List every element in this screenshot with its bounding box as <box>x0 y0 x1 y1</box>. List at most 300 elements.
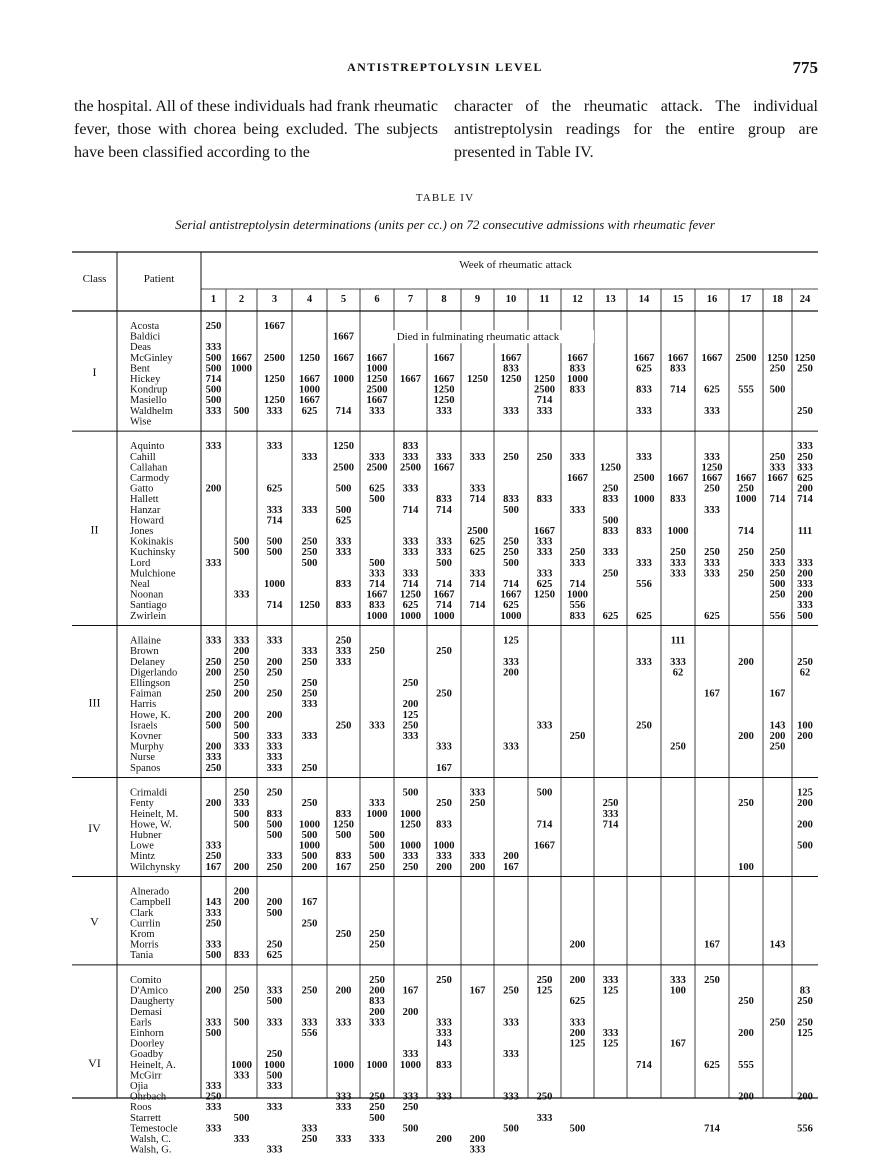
table-cell: 250 <box>402 861 419 873</box>
table-cell: 1250 <box>794 352 816 364</box>
table-cell: 333 <box>503 1049 519 1061</box>
table-cell: 250 <box>301 688 318 700</box>
table-cell: 1250 <box>400 819 421 831</box>
table-cell: 250 <box>233 678 250 689</box>
table-cell: 1000 <box>667 526 689 537</box>
table-cell: 2500 <box>467 526 488 537</box>
class-header: Class <box>82 273 107 285</box>
table-cell: 250 <box>636 720 652 732</box>
table-cell: 250 <box>769 1017 786 1029</box>
table-cell: 1667 <box>701 473 723 484</box>
week-number: 5 <box>340 294 347 305</box>
table-cell: 333 <box>266 1144 283 1156</box>
patient-name: Morris <box>130 939 159 951</box>
table-cell: 500 <box>266 996 283 1008</box>
table-cell: 333 <box>233 1134 250 1145</box>
table-cell: 833 <box>569 363 586 375</box>
table-cell: 1250 <box>264 395 285 407</box>
table-cell: 625 <box>266 483 283 495</box>
patient-name: Nurse <box>130 752 156 764</box>
table-cell: 250 <box>503 547 519 559</box>
patient-name: Walsh, C. <box>130 1134 171 1145</box>
table-cell: 500 <box>205 363 222 375</box>
table-cell: 125 <box>536 985 553 997</box>
table-cell: 200 <box>738 1028 754 1039</box>
table-cell: 1667 <box>264 321 285 332</box>
table-cell: 2500 <box>633 473 655 484</box>
table-cell: 1000 <box>333 374 354 385</box>
table-cell: 625 <box>402 600 419 612</box>
table-cell: 250 <box>402 1102 419 1114</box>
table-cell: 333 <box>536 720 553 732</box>
table-cell: 500 <box>369 1112 385 1124</box>
patient-name: Ohrbach <box>130 1091 167 1103</box>
table-cell: 200 <box>205 798 222 810</box>
table-cell: 125 <box>402 709 419 721</box>
table-cell: 333 <box>503 656 519 668</box>
table-cell: 714 <box>402 579 419 590</box>
table-cell: 333 <box>636 656 652 668</box>
patient-name: Allaine <box>130 635 161 647</box>
table-cell: 333 <box>205 840 222 852</box>
table-cell: 333 <box>205 1123 222 1135</box>
table-cell: 250 <box>369 1091 385 1103</box>
table-cell: 625 <box>266 950 283 962</box>
table-cell: 1000 <box>264 579 285 590</box>
table-cell: 333 <box>569 557 586 569</box>
table-cell: 1667 <box>735 473 757 484</box>
table-cell: 100 <box>738 861 754 873</box>
table-cell: 1250 <box>500 374 522 385</box>
table-cell: 250 <box>205 688 222 700</box>
patient-name: Lord <box>130 557 151 569</box>
table-cell: 333 <box>436 1091 452 1103</box>
patient-name: Lowe <box>130 840 154 852</box>
table-cell: 1667 <box>433 374 455 385</box>
patient-name: Neal <box>130 579 150 590</box>
table-cell: 200 <box>797 798 813 810</box>
table-cell: 500 <box>335 504 352 516</box>
table-cell: 250 <box>704 483 720 495</box>
table-cell: 714 <box>738 526 754 537</box>
patient-name: Harris <box>130 699 157 711</box>
table-cell: 1667 <box>366 352 388 364</box>
class-label: VI <box>88 1056 101 1071</box>
table-cell: 833 <box>503 363 519 375</box>
week-number: 15 <box>672 294 684 305</box>
patient-name: D'Amico <box>130 985 169 997</box>
table-cell: 333 <box>205 342 222 354</box>
table-cell: 833 <box>402 441 419 453</box>
table-cell: 333 <box>503 1017 519 1029</box>
table-cell: 333 <box>266 1102 283 1114</box>
table-cell: 1667 <box>299 395 320 407</box>
patient-name: Hanzar <box>130 504 161 516</box>
patient-name: Alnerado <box>130 886 170 898</box>
table-cell: 200 <box>205 483 222 495</box>
table-cell: 250 <box>436 688 452 700</box>
table-cell: 250 <box>369 939 385 951</box>
table-cell: 333 <box>469 787 486 799</box>
patient-name: Tania <box>130 950 154 962</box>
table-cell: 714 <box>436 600 452 612</box>
table-cell: 333 <box>369 1134 385 1145</box>
table-cell: 1667 <box>567 352 588 364</box>
table-cell: 333 <box>301 1123 318 1135</box>
table-cell: 333 <box>266 405 283 417</box>
table-cell: 500 <box>436 557 452 569</box>
table-cell: 333 <box>402 568 419 580</box>
table-cell: 250 <box>233 667 250 679</box>
table-cell: 500 <box>233 536 250 548</box>
table-cell: 333 <box>335 656 352 668</box>
table-cell: 250 <box>301 762 318 774</box>
table-cell: 500 <box>233 808 250 820</box>
table-cell: 500 <box>301 557 318 569</box>
table-cell: 333 <box>797 557 813 569</box>
table-cell: 2500 <box>534 384 555 396</box>
table-cell: 714 <box>436 504 452 516</box>
table-cell: 250 <box>266 787 283 799</box>
table-cell: 250 <box>233 656 250 668</box>
table-cell: 833 <box>602 494 619 506</box>
table-cell: 333 <box>402 451 419 463</box>
table-cell: 333 <box>205 1081 222 1092</box>
table-cell: 625 <box>636 610 652 622</box>
table-cell: 200 <box>335 985 352 997</box>
table-cell: 333 <box>436 536 452 548</box>
patient-name: Clark <box>130 907 154 919</box>
patient-name: Digerlando <box>130 667 178 679</box>
table-cell: 625 <box>704 610 720 622</box>
week-number: 18 <box>772 294 783 305</box>
table-cell: 333 <box>670 656 686 668</box>
table-cell: 250 <box>738 483 754 495</box>
patient-name: Hickey <box>130 374 161 385</box>
week-number: 3 <box>271 294 278 305</box>
week-number: 12 <box>572 294 583 305</box>
class-label: V <box>90 914 99 929</box>
table-cell: 1250 <box>433 395 455 407</box>
table-cell: 200 <box>797 1091 813 1103</box>
table-cell: 500 <box>602 515 619 527</box>
patient-name: Wise <box>130 416 152 428</box>
table-cell: 625 <box>369 483 385 495</box>
table-cell: 250 <box>738 568 754 580</box>
table-cell: 250 <box>797 363 813 375</box>
table-cell: 250 <box>266 861 283 873</box>
table-cell: 250 <box>797 1017 813 1029</box>
table-cell: 250 <box>369 646 385 658</box>
table-cell: 333 <box>436 851 452 863</box>
table-cell: 1000 <box>400 808 421 820</box>
week-number: 14 <box>638 294 650 305</box>
patient-name: Daugherty <box>130 996 175 1008</box>
table-cell: 333 <box>503 405 519 417</box>
table-cell: 333 <box>536 405 553 417</box>
patient-name: Masiello <box>130 395 167 407</box>
table-cell: 250 <box>602 798 619 810</box>
table-cell: 714 <box>369 579 385 590</box>
table-cell: 333 <box>704 557 720 569</box>
table-cell: 556 <box>797 1123 813 1135</box>
class-label: III <box>88 695 101 710</box>
table-cell: 333 <box>335 547 352 559</box>
table-cell: 250 <box>569 547 586 559</box>
patient-name: Bent <box>130 363 150 375</box>
table-cell: 200 <box>369 1006 385 1018</box>
table-cell: 250 <box>436 798 452 810</box>
table-cell: 500 <box>266 819 283 831</box>
table-cell: 333 <box>536 536 553 548</box>
patient-name: Aquinto <box>130 441 165 453</box>
table-cell: 250 <box>704 547 720 559</box>
table-cell: 1250 <box>299 600 320 612</box>
table-cell: 143 <box>205 897 222 909</box>
table-cell: 1000 <box>231 1059 252 1071</box>
table-cell: 333 <box>205 1102 222 1114</box>
table-cell: 333 <box>233 1070 250 1082</box>
table-cell: 1667 <box>534 526 555 537</box>
table-cell: 833 <box>335 808 352 820</box>
table-cell: 167 <box>469 985 486 997</box>
table-cell: 1000 <box>299 840 320 852</box>
table-cell: 167 <box>670 1038 686 1050</box>
table-cell: 625 <box>704 1059 720 1071</box>
table-cell: 625 <box>536 579 553 590</box>
table-cell: 167 <box>436 762 452 774</box>
table-cell: 1250 <box>366 374 388 385</box>
table-cell: 625 <box>469 536 486 548</box>
intro-left-column: the hospital. All of these individuals had frank rheumatic fever, those with chorea being excluded. The subjects have been classified according to the <box>74 98 438 161</box>
table-cell: 200 <box>369 985 385 997</box>
table-cell: 333 <box>266 762 283 774</box>
died-note: Died in fulminating rheumatic attack <box>396 331 560 344</box>
table-cell: 1250 <box>333 441 354 453</box>
table-cell: 1000 <box>433 610 455 622</box>
table-caption: Serial antistreptolysin determinations (units per cc.) on 72 consecutive admissions with rheumatic fever <box>175 217 715 232</box>
table-cell: 250 <box>205 656 222 668</box>
table-cell: 333 <box>569 504 586 516</box>
table-cell: 200 <box>436 1134 452 1145</box>
table-cell: 500 <box>369 830 385 841</box>
table-cell: 333 <box>402 1091 419 1103</box>
table-cell: 1250 <box>534 374 555 385</box>
table-cell: 1667 <box>500 589 522 601</box>
table-cell: 2500 <box>366 462 388 474</box>
table-cell: 556 <box>569 600 586 612</box>
table-cell: 1000 <box>264 1059 285 1071</box>
table-cell: 200 <box>797 589 813 601</box>
table-cell: 250 <box>602 483 619 495</box>
table-cell: 333 <box>503 1091 519 1103</box>
table-cell: 333 <box>436 405 452 417</box>
table-cell: 333 <box>797 579 813 590</box>
table-cell: 250 <box>335 635 352 647</box>
table-cell: 333 <box>266 731 283 742</box>
table-cell: 250 <box>402 720 419 732</box>
table-cell: 500 <box>536 787 553 799</box>
week-number: 11 <box>539 294 550 305</box>
table-cell: 333 <box>233 635 250 647</box>
table-cell: 250 <box>233 985 250 997</box>
table-cell: 500 <box>797 610 813 622</box>
table-cell: 1000 <box>500 610 522 622</box>
patient-name: Starrett <box>130 1112 161 1124</box>
table-cell: 250 <box>436 646 452 658</box>
week-number: 1 <box>210 294 217 305</box>
table-cell: 500 <box>266 536 283 548</box>
table-cell: 250 <box>797 656 813 668</box>
table-cell: 1000 <box>567 374 588 385</box>
table-cell: 555 <box>738 1059 754 1071</box>
patient-name: Heinelt, A. <box>130 1059 176 1071</box>
table-cell: 1000 <box>433 840 455 852</box>
table-cell: 1667 <box>433 352 455 364</box>
table-cell: 250 <box>536 451 553 463</box>
table-cell: 200 <box>402 1006 419 1018</box>
table-cell: 500 <box>233 720 250 732</box>
table-cell: 100 <box>797 720 813 732</box>
table-cell: 500 <box>205 352 222 364</box>
table-cell: 250 <box>503 451 519 463</box>
table-cell: 333 <box>266 985 283 997</box>
table-cell: 833 <box>266 808 283 820</box>
table-cell: 333 <box>266 851 283 863</box>
table-cell: 714 <box>266 600 283 612</box>
table-cell: 1667 <box>299 374 320 385</box>
table-cell: 333 <box>205 635 222 647</box>
patient-name: Kondrup <box>130 384 168 396</box>
table-cell: 833 <box>335 579 352 590</box>
table-cell: 714 <box>769 494 786 506</box>
table-cell: 333 <box>569 451 586 463</box>
table-cell: 333 <box>266 504 283 516</box>
table-cell: 200 <box>738 1091 754 1103</box>
table-cell: 333 <box>436 451 452 463</box>
table-cell: 250 <box>738 798 754 810</box>
table-cell: 1000 <box>333 1059 354 1071</box>
table-cell: 250 <box>205 321 222 332</box>
table-cell: 333 <box>266 1081 283 1092</box>
table-cell: 333 <box>602 547 619 559</box>
table-cell: 200 <box>436 861 452 873</box>
table-cell: 333 <box>536 568 553 580</box>
table-cell: 333 <box>704 405 720 417</box>
table-cell: 333 <box>402 547 419 559</box>
table-cell: 500 <box>369 494 385 506</box>
table-cell: 250 <box>205 762 222 774</box>
patient-name: Mintz <box>130 851 156 863</box>
table-cell: 1667 <box>667 352 689 364</box>
table-cell: 1000 <box>633 494 655 506</box>
table-cell: 200 <box>233 886 250 898</box>
table-cell: 250 <box>769 589 786 601</box>
patient-name: Mulchione <box>130 568 176 580</box>
table-cell: 200 <box>469 1134 486 1145</box>
table-cell: 143 <box>769 939 786 951</box>
table-cell: 200 <box>738 731 754 742</box>
table-cell: 250 <box>266 939 283 951</box>
table-cell: 333 <box>205 405 222 417</box>
week-number: 10 <box>505 294 517 305</box>
table-cell: 1667 <box>667 473 689 484</box>
table-cell: 1000 <box>567 589 588 601</box>
patient-name: Howe, K. <box>130 709 171 721</box>
table-cell: 333 <box>266 635 283 647</box>
table-cell: 200 <box>469 861 486 873</box>
table-cell: 333 <box>369 568 385 580</box>
table-cell: 200 <box>233 709 250 721</box>
table-cell: 833 <box>670 494 686 506</box>
table-cell: 250 <box>569 731 586 742</box>
table-cell: 333 <box>301 1017 318 1029</box>
table-cell: 333 <box>335 1134 352 1145</box>
table-cell: 333 <box>301 504 318 516</box>
patient-name: Carmody <box>130 473 170 484</box>
patient-name: Roos <box>130 1102 152 1114</box>
table-cell: 714 <box>670 384 686 396</box>
table-cell: 62 <box>672 667 684 679</box>
table-cell: 714 <box>536 819 553 831</box>
table-cell: 2500 <box>366 384 388 396</box>
table-cell: 333 <box>335 1017 352 1029</box>
table-cell: 1000 <box>231 363 252 375</box>
table-cell: 200 <box>738 656 754 668</box>
patient-name: Demasi <box>130 1006 163 1018</box>
week-number: 4 <box>306 294 313 305</box>
table-cell: 714 <box>636 1059 652 1071</box>
table-cell: 333 <box>503 741 519 753</box>
table-cell: 333 <box>536 547 553 559</box>
table-cell: 200 <box>797 568 813 580</box>
table-cell: 250 <box>301 918 318 930</box>
table-cell: 250 <box>205 851 222 863</box>
table-cell: 167 <box>704 939 720 951</box>
table-cell: 1250 <box>264 374 285 385</box>
table-cell: 333 <box>301 699 318 711</box>
table-cell: 625 <box>469 547 486 559</box>
table-cell: 333 <box>205 907 222 919</box>
table-cell: 333 <box>266 752 283 764</box>
table-cell: 833 <box>536 494 553 506</box>
table-cell: 333 <box>369 1017 385 1029</box>
patient-name: Waldhelm <box>130 405 173 417</box>
table-cell: 125 <box>569 1038 586 1050</box>
table-cell: 125 <box>797 1028 813 1039</box>
table-cell: 556 <box>769 610 786 622</box>
table-cell: 714 <box>402 504 419 516</box>
table-cell: 200 <box>233 646 250 658</box>
table-cell: 333 <box>636 451 652 463</box>
table-cell: 333 <box>205 939 222 951</box>
patient-name: Kovner <box>130 731 162 742</box>
table-cell: 250 <box>670 741 686 753</box>
page-number: 775 <box>792 58 818 77</box>
patient-name: Campbell <box>130 897 171 909</box>
table-cell: 500 <box>301 830 318 841</box>
table-cell: 833 <box>436 1059 452 1071</box>
table-cell: 500 <box>233 547 250 559</box>
table-cell: 1250 <box>333 819 354 831</box>
table-cell: 1667 <box>366 395 388 407</box>
table-cell: 111 <box>670 635 686 647</box>
table-cell: 1000 <box>400 840 421 852</box>
table-cell: 250 <box>536 975 553 986</box>
table-cell: 167 <box>205 861 222 873</box>
table-cell: 500 <box>369 840 385 852</box>
table-cell: 333 <box>369 720 385 732</box>
